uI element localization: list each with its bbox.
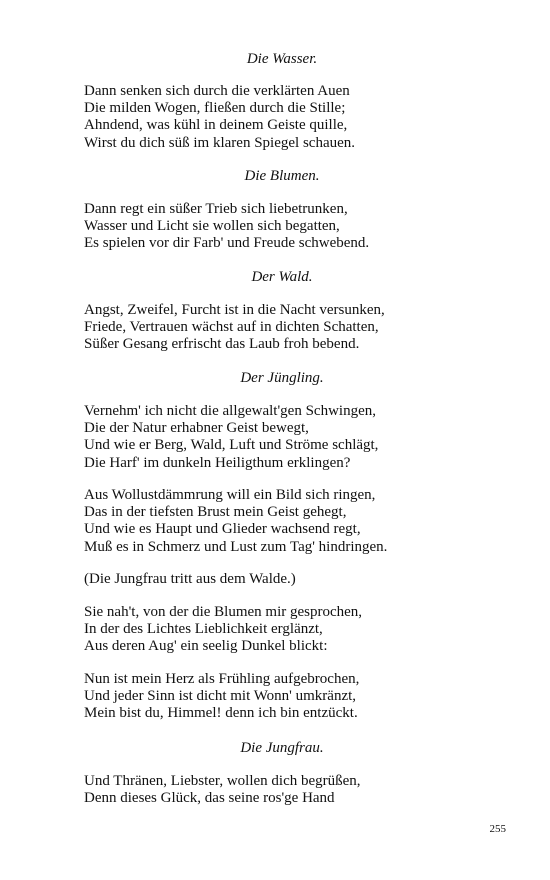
verse-line: Wasser und Licht sie wollen sich begatten,	[84, 218, 340, 235]
stanza	[84, 83, 504, 152]
verse-line: Nun ist mein Herz als Frühling aufgebrochen,	[84, 671, 360, 687]
verse-line: Angst, Zweifel, Furcht ist in die Nacht versunken,	[84, 302, 385, 318]
stanza	[84, 487, 504, 556]
verse-line: Dann regt ein süßer Trieb sich liebetrunken,	[84, 201, 348, 217]
verse-line: Und jeder Sinn ist dicht mit Wonn' umkränzt,	[84, 688, 357, 705]
verse-line: Aus deren Aug' ein seelig Dunkel blickt:	[84, 638, 328, 655]
verse-line: Mein bist du, Himmel! denn ich bin entzückt.	[84, 705, 358, 722]
verse-line: Es spielen vor dir Farb' und Freude schwebend.	[84, 235, 370, 252]
speaker-heading: Der Jüngling.	[240, 370, 324, 386]
stanza	[84, 201, 504, 253]
verse-line: Vernehm' ich nicht die allgewalt'gen Schwingen,	[84, 403, 376, 419]
verse-line: In der des Lichtes Lieblichkeit erglänzt,	[84, 621, 323, 638]
verse-line: Sie nah't, von der die Blumen mir gesprochen,	[84, 604, 363, 620]
speaker-heading: Der Wald.	[251, 269, 313, 285]
verse-line: Aus Wollustdämmrung will ein Bild sich ringen,	[84, 487, 376, 503]
verse-line: Süßer Gesang erfrischt das Laub froh bebend.	[84, 336, 360, 353]
stanza	[84, 403, 504, 472]
stanza	[84, 604, 504, 656]
speaker-heading: Die Blumen.	[244, 168, 320, 184]
verse-line: Die der Natur erhabner Geist bewegt,	[84, 420, 309, 437]
verse-line: Muß es in Schmerz und Lust zum Tag' hindringen.	[84, 538, 388, 555]
verse-line: Denn dieses Glück, das seine ros'ge Hand	[84, 790, 335, 807]
stanza	[84, 671, 504, 723]
verse-line: Dann senken sich durch die verklärten Auen	[84, 83, 350, 99]
verse-line: Und wie er Berg, Wald, Luft und Ströme schlägt,	[84, 437, 379, 454]
verse-line: Das in der tiefsten Brust mein Geist gehegt,	[84, 504, 347, 521]
stanza	[84, 302, 504, 354]
speaker-heading: Die Jungfrau.	[240, 740, 324, 756]
verse-line: Wirst du dich süß im klaren Spiegel schauen.	[84, 134, 356, 151]
verse-line: Friede, Vertrauen wächst auf in dichten Schatten,	[84, 319, 379, 336]
stanza	[84, 773, 504, 807]
verse-line: Ahndend, was kühl in deinem Geiste quille,	[84, 117, 348, 134]
verse-line: Die Harf' im dunkeln Heiligthum erklingen?	[84, 454, 351, 471]
stage-direction: (Die Jungfrau tritt aus dem Walde.)	[84, 571, 296, 587]
verse-line: Und wie es Haupt und Glieder wachsend regt,	[84, 521, 361, 538]
verse-line: Die milden Wogen, fließen durch die Stille;	[84, 100, 346, 117]
verse-line: Und Thränen, Liebster, wollen dich begrüßen,	[84, 773, 361, 789]
page-number: 255	[489, 823, 506, 835]
speaker-heading: Die Wasser.	[246, 51, 318, 67]
